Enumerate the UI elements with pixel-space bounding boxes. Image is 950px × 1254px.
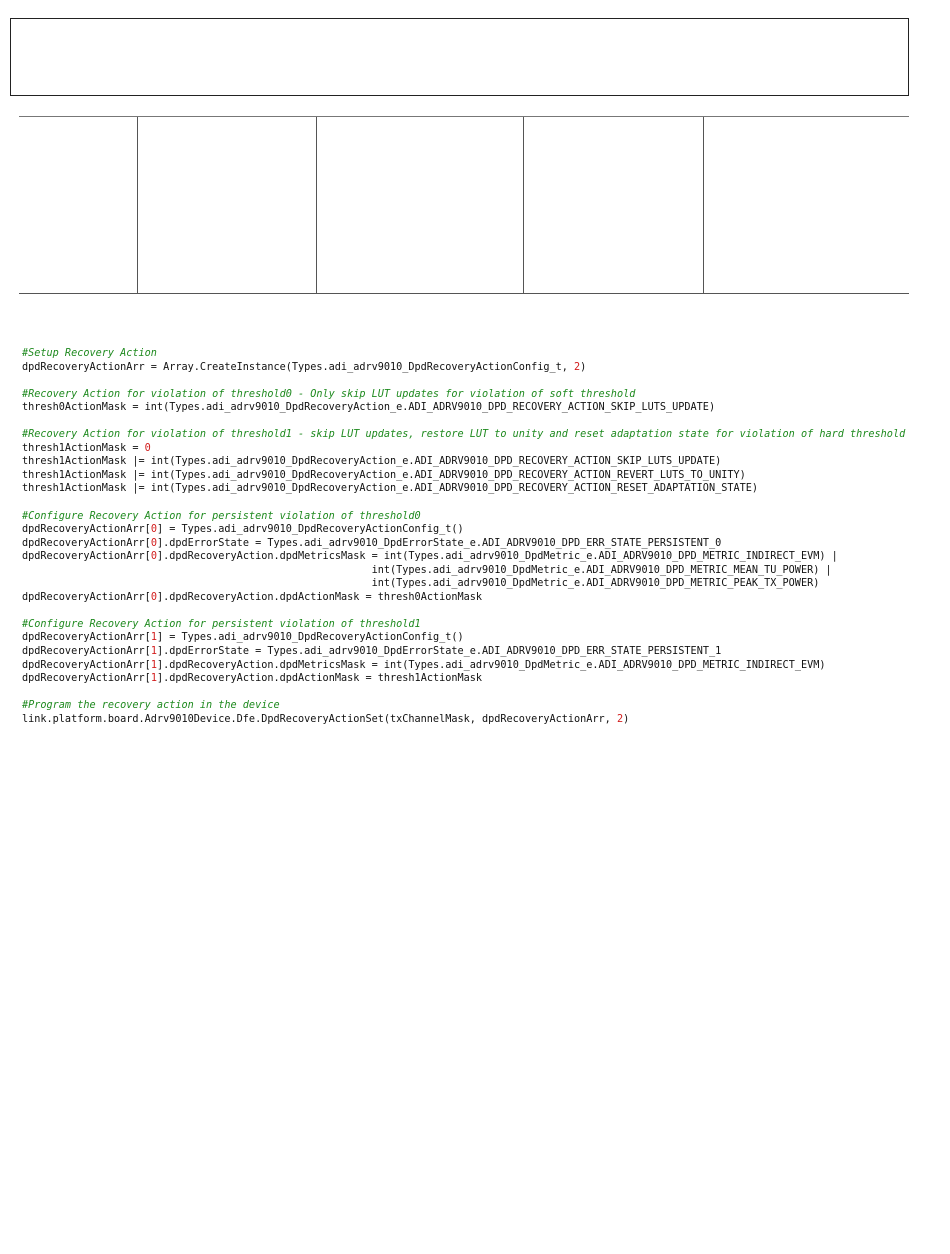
code-line: dpdRecoveryActionArr[0] = Types.adi_adrv9010_DpdRecoveryActionConfig_t() — [22, 524, 464, 536]
code-line: dpdRecoveryActionArr[1] = Types.adi_adrv9010_DpdRecoveryActionConfig_t() — [22, 632, 464, 644]
code-line: thresh1ActionMask |= int(Types.adi_adrv9010_DpdRecoveryAction_e.ADI_ADRV9010_DPD_RECOVERY_ACTION_SKIP_LUTS_UPDATE) — [22, 456, 722, 468]
code-comment: #Configure Recovery Action for persistent violation of threshold1 — [22, 618, 421, 630]
code-line: dpdRecoveryActionArr[0].dpdErrorState = Types.adi_adrv9010_DpdErrorState_e.ADI_ADRV9010_DPD_ERR_STATE_PERSISTENT_0 — [22, 537, 722, 549]
code-line: thresh0ActionMask = int(Types.adi_adrv9010_DpdRecoveryAction_e.ADI_ADRV9010_DPD_RECOVERY_ACTION_SKIP_LUTS_UPDATE) — [22, 402, 716, 414]
code-line: int(Types.adi_adrv9010_DpdMetric_e.ADI_ADRV9010_DPD_METRIC_MEAN_TU_POWER) | — [22, 564, 832, 576]
code-comment: #Configure Recovery Action for persistent violation of threshold0 — [22, 510, 421, 522]
code-line: thresh1ActionMask = 0 — [22, 442, 151, 454]
code-line: dpdRecoveryActionArr[1].dpdRecoveryAction.dpdActionMask = thresh1ActionMask — [22, 673, 483, 685]
table-column-divider — [316, 117, 317, 293]
code-comment: #Setup Recovery Action — [22, 348, 157, 359]
table-column-divider — [523, 117, 524, 293]
code-line: dpdRecoveryActionArr[0].dpdRecoveryAction.dpdMetricsMask = int(Types.adi_adrv9010_DpdMetric_e.ADI_ADRV9010_DPD_METRIC_INDIRECT_EVM) | — [22, 551, 838, 563]
code-line: dpdRecoveryActionArr[1].dpdRecoveryAction.dpdMetricsMask = int(Types.adi_adrv9010_DpdMetric_e.ADI_ADRV9010_DPD_METRIC_INDIRECT_EVM) — [22, 659, 826, 671]
code-line: thresh1ActionMask |= int(Types.adi_adrv9010_DpdRecoveryAction_e.ADI_ADRV9010_DPD_RECOVERY_ACTION_REVERT_LUTS_TO_UNITY) — [22, 469, 746, 481]
table-column-divider — [703, 117, 704, 293]
code-line: dpdRecoveryActionArr[1].dpdErrorState = Types.adi_adrv9010_DpdErrorState_e.ADI_ADRV9010_DPD_ERR_STATE_PERSISTENT_1 — [22, 646, 722, 658]
code-comment: #Program the recovery action in the device — [22, 700, 280, 712]
code-line: link.platform.board.Adrv9010Device.Dfe.DpdRecoveryActionSet(txChannelMask, dpdRecoveryActionArr, 2) — [22, 713, 630, 725]
code-line: int(Types.adi_adrv9010_DpdMetric_e.ADI_ADRV9010_DPD_METRIC_PEAK_TX_POWER) — [22, 578, 820, 590]
code-comment: #Recovery Action for violation of threshold1 - skip LUT updates, restore LUT to unity and reset adaptation state for violation of hard threshold — [22, 429, 906, 441]
table-column-divider — [137, 117, 138, 293]
code-line: dpdRecoveryActionArr = Array.CreateInstance(Types.adi_adrv9010_DpdRecoveryActionConfig_t, 2) — [22, 361, 587, 373]
header-box — [10, 18, 909, 96]
empty-table — [19, 116, 909, 294]
code-listing — [22, 347, 947, 726]
code-line: dpdRecoveryActionArr[0].dpdRecoveryAction.dpdActionMask = thresh0ActionMask — [22, 591, 483, 603]
code-line: thresh1ActionMask |= int(Types.adi_adrv9010_DpdRecoveryAction_e.ADI_ADRV9010_DPD_RECOVERY_ACTION_RESET_ADAPTATION_STATE) — [22, 483, 759, 495]
code-comment: #Recovery Action for violation of threshold0 - Only skip LUT updates for violation of soft threshold — [22, 388, 636, 400]
